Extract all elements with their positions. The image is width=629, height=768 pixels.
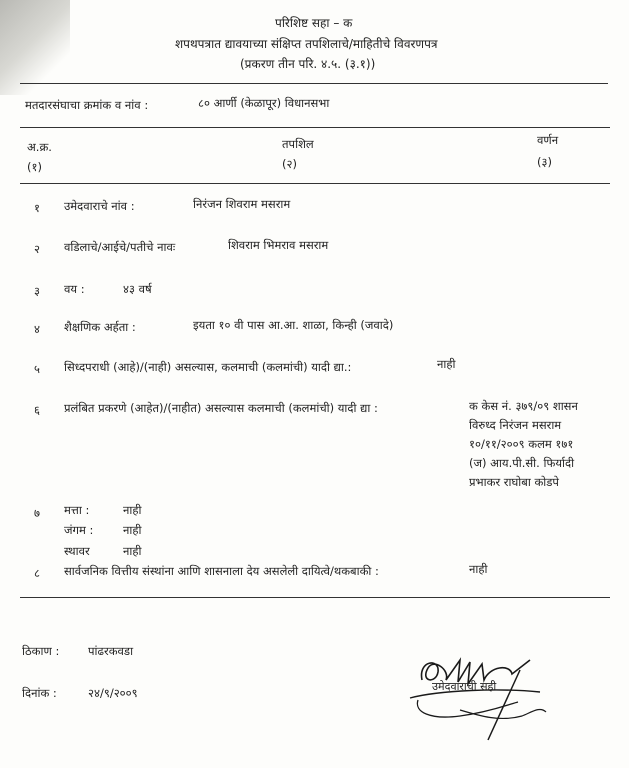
- constituency-label: मतदारसंघाचा क्रमांक व नांव :: [25, 98, 149, 112]
- row-6-value-line-2: विरुध्द निरंजन मसराम: [469, 418, 562, 432]
- row-1-label: उमेदवाराचे नांव :: [64, 199, 135, 213]
- row-3-value: ४३ वर्ष: [123, 282, 152, 296]
- column-details-title: तपशिल: [282, 137, 314, 151]
- row-2-value: शिवराम भिमराव मसराम: [228, 238, 329, 252]
- row-3-label: वय :: [64, 282, 85, 296]
- row-2-label: वडिलाचे/आईचे/पतीचे नावः: [64, 240, 176, 254]
- row-6-number: ६: [34, 403, 40, 417]
- table-header-divider: [20, 127, 610, 128]
- row-7-number: ७: [34, 506, 40, 520]
- row-5-number: ५: [34, 362, 40, 376]
- row-1-value: निरंजन शिवराम मसराम: [193, 197, 291, 211]
- row-4-number: ४: [34, 322, 40, 336]
- row-6-value-line-4: (ज) आय.पी.सी. फिर्यादी: [469, 456, 575, 470]
- row-7-asset-value-3: नाही: [123, 544, 142, 558]
- row-6-value-line-3: १०/११/२००९ कलम १७१: [469, 437, 574, 451]
- row-6-value-line-1: क केस नं. ३७९/०९ शासन: [469, 399, 578, 413]
- header-subtitle: शपथपत्रात द्यावयाच्या संक्षिप्त तपशिलाचे/माहितीचे विवरणपत्र: [175, 37, 438, 51]
- row-8-value: नाही: [469, 562, 488, 576]
- table-bottom-divider: [20, 597, 610, 598]
- row-8-label: सार्वजनिक वित्तीय संस्थांना आणि शासनाला देय असलेली दायित्वे/थकबाकी :: [64, 564, 379, 578]
- scan-shadow: [0, 0, 70, 95]
- place-label: ठिकाण :: [22, 644, 60, 658]
- top-divider: [20, 83, 608, 84]
- row-2-number: २: [34, 242, 40, 256]
- row-7-asset-label-2: जंगम :: [64, 523, 94, 537]
- column-description-number: (३): [537, 155, 552, 169]
- row-4-label: शैक्षणिक अर्हता :: [64, 320, 136, 334]
- signature-caption: उमेदवाराची सही: [432, 680, 497, 693]
- row-5-label: सिध्दपराधी (आहे)/(नाही) असल्यास, कलमाची (कलमांची) यादी द्या.:: [64, 360, 352, 374]
- row-3-number: ३: [34, 284, 40, 298]
- place-value: पांढरकवडा: [88, 644, 134, 658]
- table-body-divider: [20, 183, 610, 184]
- signature-scribble: [400, 640, 560, 750]
- header-title: परिशिष्ट सहा – क: [275, 16, 353, 30]
- constituency-value: ८० आर्णी (केळापूर) विधानसभा: [198, 96, 330, 110]
- column-description-title: वर्णन: [537, 133, 559, 147]
- column-details-number: (२): [282, 157, 297, 171]
- row-6-label: प्रलंबित प्रकरणे (आहेत)/(नाहीत) असल्यास कलमाची (कलमांची) यादी द्या :: [64, 401, 378, 415]
- column-serial-number: (१): [27, 160, 42, 174]
- row-7-asset-value-1: नाही: [123, 503, 142, 517]
- row-6-value-line-5: प्रभाकर राघोबा कोडपे: [469, 475, 559, 489]
- row-7-asset-value-2: नाही: [123, 523, 142, 537]
- row-7-asset-label-1: मत्ता :: [64, 503, 90, 517]
- row-8-number: ८: [34, 566, 40, 580]
- column-serial-title: अ.क्र.: [27, 140, 52, 154]
- date-label: दिनांक :: [22, 686, 57, 700]
- row-4-value: इयता १० वी पास आ.आ. शाळा, किन्ही (जवादे): [193, 318, 394, 332]
- date-value: २४/९/२००९: [88, 686, 138, 700]
- header-reference: (प्रकरण तीन परि. ४.५. (३.१)): [240, 57, 376, 71]
- row-7-asset-label-3: स्थावर: [64, 544, 90, 558]
- row-1-number: १: [34, 201, 40, 215]
- row-5-value: नाही: [437, 357, 456, 371]
